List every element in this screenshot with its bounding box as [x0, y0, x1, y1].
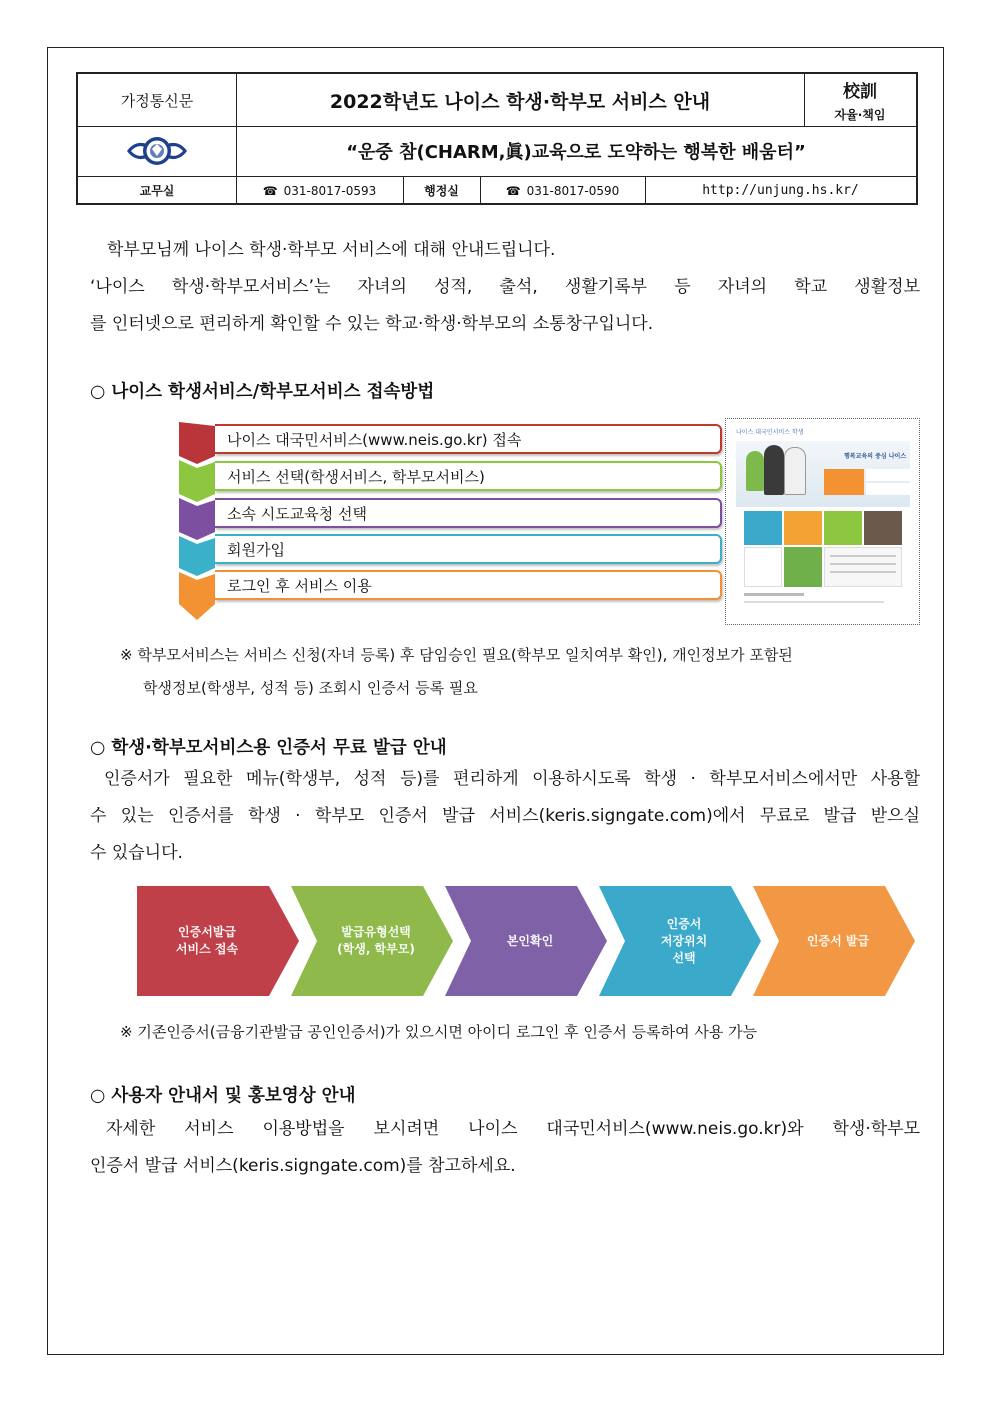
- neis-site-screenshot: [725, 418, 920, 625]
- step-2: [215, 461, 722, 491]
- process-step-line: (학생, 학부모): [337, 942, 415, 956]
- thumb-brand: 나이스 대국민서비스 학생: [736, 429, 804, 436]
- motto-text: 자율·책임: [834, 108, 886, 122]
- process-step-line: 발급유형선택: [341, 925, 411, 939]
- office1-phone-cell: [236, 176, 403, 205]
- process-step-line: 선택: [672, 950, 696, 965]
- office2-label: 행정실: [424, 184, 459, 198]
- intro-line-1: 학부모님께 나이스 학생·학부모 서비스에 대해 안내드립니다.: [107, 240, 556, 260]
- section2-line-2: 수 있는 인증서를 학생 · 학부모 인증서 발급 서비스(keris.signgate.com)에서 무료로 발급 받으실: [90, 806, 920, 826]
- step-label: 소속 시도교육청 선택: [227, 504, 367, 523]
- section2-line-1: 인증서가 필요한 메뉴(학생부, 성적 등)를 편리하게 이용하시도록 학생 · 학부모서비스에서만 사용할: [104, 769, 920, 789]
- process-step-label: [778, 933, 898, 950]
- phone-icon: ☎: [262, 183, 278, 198]
- process-step-label: [624, 916, 744, 967]
- process-step-label: [470, 933, 590, 950]
- process-step-line: 저장위치: [660, 933, 708, 948]
- motto-title: 校訓: [843, 82, 877, 102]
- phone-icon: ☎: [505, 183, 521, 198]
- section3-line-2: 인증서 발급 서비스(keris.signgate.com)를 참고하세요.: [90, 1156, 516, 1176]
- step-label: 로그인 후 서비스 이용: [227, 576, 372, 595]
- process-step-line: 본인확인: [506, 933, 554, 948]
- office2-phone: 031-8017-0590: [526, 183, 620, 198]
- doc-type: 가정통신문: [120, 91, 194, 110]
- section3-line-1: 자세한 서비스 이용방법을 보시려면 나이스 대국민서비스(www.neis.go.kr)와 학생·학부모: [106, 1119, 920, 1139]
- step-4: [215, 534, 722, 564]
- thumb-banner: 행복교육의 중심 나이스: [844, 453, 907, 460]
- step-3: [215, 498, 722, 528]
- section3-title: ○ 사용자 안내서 및 홍보영상 안내: [90, 1086, 356, 1106]
- process-step-label: [316, 924, 436, 958]
- office1-label: 교무실: [139, 184, 175, 198]
- school-logo: [78, 126, 236, 176]
- office2-phone-cell: [480, 176, 645, 205]
- section2-line-3: 수 있습니다.: [90, 843, 183, 863]
- section2-note: ※ 기존인증서(금융기관발급 공인인증서)가 있으시면 아이디 로그인 후 인증서 등록하여 사용 가능: [120, 1023, 758, 1041]
- process-step-line: 인증서발급: [178, 925, 236, 939]
- school-motto: [804, 74, 916, 126]
- letterhead-table: [76, 72, 918, 205]
- process-step-label: [147, 924, 267, 958]
- process-step-line: 서비스 접속: [175, 942, 239, 956]
- steps-chevron-column: [179, 422, 215, 622]
- section2-title: ○ 학생·학부모서비스용 인증서 무료 발급 안내: [90, 738, 447, 758]
- intro-line-2: ‘나이스 학생·학부모서비스’는 자녀의 성적, 출석, 생활기록부 등 자녀의 학교 생활정보: [90, 277, 920, 297]
- step-label: 나이스 대국민서비스(www.neis.go.kr) 접속: [227, 430, 522, 449]
- step-5: [215, 570, 722, 600]
- intro-line-3: 를 인터넷으로 편리하게 확인할 수 있는 학교·학생·학부모의 소통창구입니다.: [90, 314, 654, 334]
- section1-note-line-1: ※ 학부모서비스는 서비스 신청(자녀 등록) 후 담임승인 필요(학부모 일치여부 확인), 개인정보가 포함된: [120, 646, 793, 664]
- step-label: 서비스 선택(학생서비스, 학부모서비스): [227, 467, 485, 486]
- section1-note-line-2: 학생정보(학생부, 성적 등) 조회시 인증서 등록 필요: [143, 679, 478, 697]
- step-1: [215, 424, 722, 454]
- school-website-link[interactable]: http://unjung.hs.kr/: [702, 183, 859, 198]
- step-label: 회원가입: [227, 540, 285, 559]
- process-step-line: 인증서 발급: [806, 933, 870, 948]
- school-emblem-icon: [125, 134, 189, 168]
- page-title: 2022학년도 나이스 학생·학부모 서비스 안내: [329, 90, 711, 113]
- office1-phone: 031-8017-0593: [283, 183, 377, 198]
- process-step-line: 인증서: [666, 916, 702, 931]
- school-slogan: “운중 참(CHARM,眞)교육으로 도약하는 행복한 배움터”: [346, 142, 806, 163]
- section1-title: ○ 나이스 학생서비스/학부모서비스 접속방법: [90, 382, 435, 402]
